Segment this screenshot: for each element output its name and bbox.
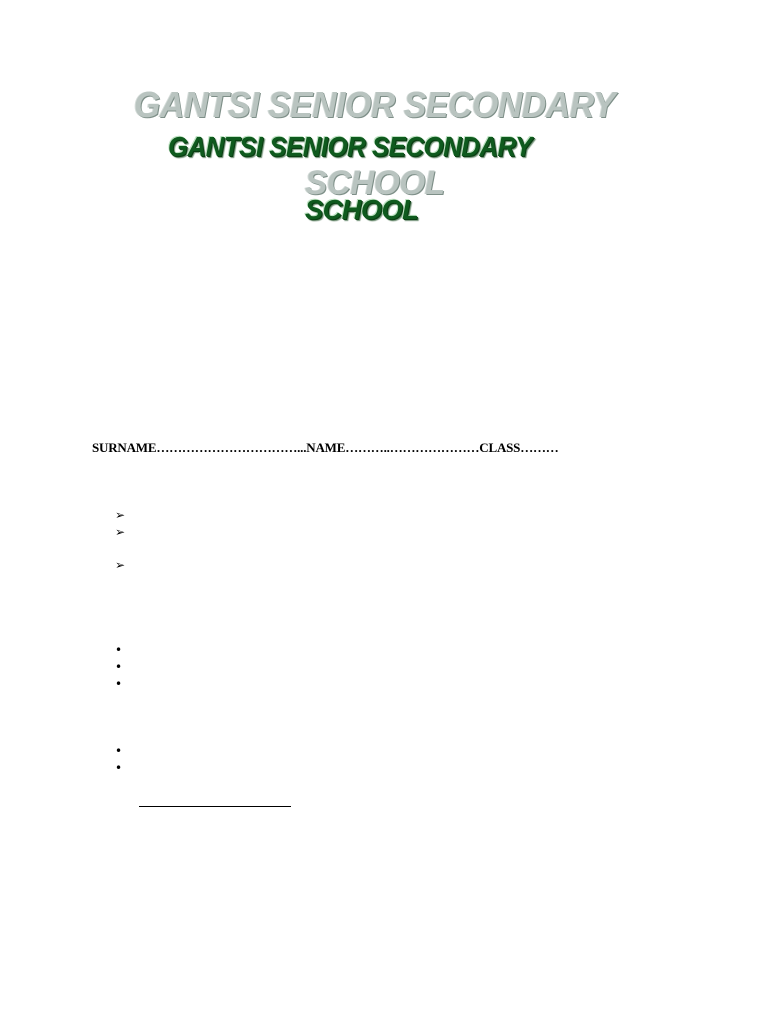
arrow-bullet-icon: ➢ [115,525,126,539]
bullet-dot-icon: • [115,744,123,758]
student-info-line: SURNAME……………………………...NAME………..…………………CLASS……… [92,440,559,455]
bullet-dot-icon: • [115,660,123,674]
school-title-shadow-line1: GANTSI SENIOR SECONDARY [134,84,616,125]
bullet-dot-icon: • [115,677,123,691]
school-title-line1: GANTSI SENIOR SECONDARY [168,131,532,162]
arrow-bullet-icon: ➢ [115,558,126,572]
arrow-bullet-icon: ➢ [115,508,126,522]
underline-rule [139,806,291,807]
school-title-shadow-line2: SCHOOL [305,164,445,202]
bullet-dot-icon: • [115,761,123,775]
bullet-dot-icon: • [115,643,123,657]
school-title-line2: SCHOOL [305,194,419,225]
